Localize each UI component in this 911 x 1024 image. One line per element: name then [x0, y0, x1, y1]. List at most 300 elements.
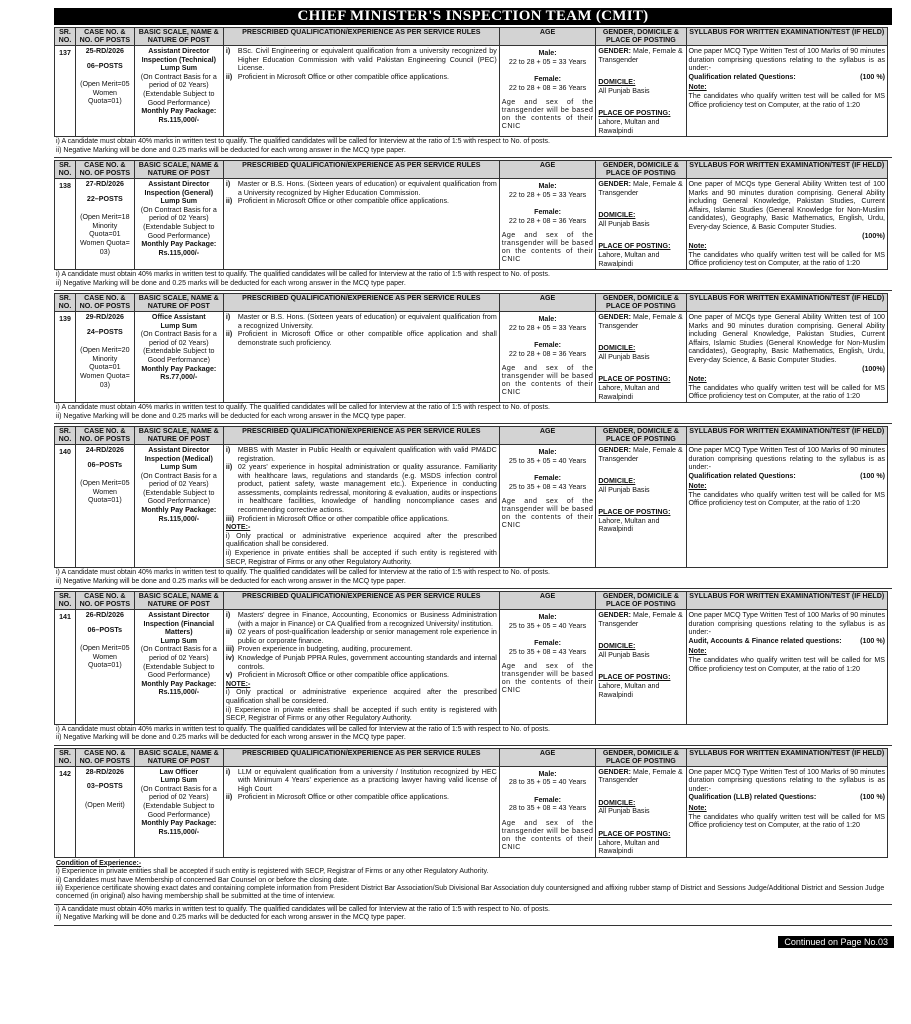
quota-info: (Open Merit=05 Women Quota=01)	[80, 644, 130, 670]
column-header: PRESCRIBED QUALIFICATION/EXPERIENCE AS PER SERVICE RULES	[223, 293, 499, 311]
qualification-item	[226, 313, 497, 330]
pay-amount: Rs.115,000/-	[158, 827, 200, 836]
item-number: iii)	[225, 645, 235, 654]
female-age: 22 to 28 + 08 = 36 Years	[508, 216, 587, 225]
spacer	[598, 361, 683, 375]
item-number: i)	[225, 445, 231, 454]
qualification-item	[226, 768, 497, 794]
extend-info: (Extendable Subject to Good Performance)	[143, 347, 215, 364]
spacer	[598, 628, 683, 642]
case-cell	[75, 178, 134, 269]
qualification-cell	[223, 444, 499, 567]
item-number: ii)	[225, 463, 233, 472]
serial-number: 142	[55, 766, 76, 857]
syllabus-weight	[689, 232, 885, 241]
job-list	[54, 27, 892, 858]
qualification-cell	[223, 311, 499, 402]
column-header: BASIC SCALE, NAME & NATURE OF POST	[134, 28, 223, 46]
spacer	[598, 659, 683, 673]
note-line: i) A candidate must obtain 40% marks in written test to qualify. The qualified candidates will be called for Interview at the ratio of 1:5 with respect to No. of posts.	[56, 725, 550, 733]
domicile-value: All Punjab Basis	[598, 650, 650, 659]
post-cell	[134, 46, 223, 137]
case-number: 27-RD/2026	[85, 179, 124, 188]
item-text: Proficient in Microsoft Office or other compatible office applications.	[237, 514, 449, 523]
domicile-value: All Punjab Basis	[598, 86, 650, 95]
female-label: Female:	[534, 75, 561, 84]
domicile-value: All Punjab Basis	[598, 352, 650, 361]
qualify-note: The candidates who qualify written test will be called for MS Office proficiency test on Computer, at the ratio of 1:20	[688, 490, 885, 508]
column-header: CASE NO. & NO. OF POSTS	[75, 28, 134, 46]
syllabus-cell	[686, 610, 887, 725]
job-row	[55, 311, 888, 402]
contract-info: (On Contract Basis for a period of 02 Years)	[140, 784, 217, 802]
column-header: SR. NO.	[55, 293, 76, 311]
note-item: ii) Experience in private entities shall be accepted if such entity is registered with SECP, Registrar of Firms or any other Regulatory Authority.	[225, 705, 497, 723]
female-age: 25 to 35 + 08 = 43 Years	[508, 482, 587, 491]
note-item: i) Only practical or administrative experience acquired after the prescribed qualification shall be considered.	[225, 531, 497, 549]
item-text: LLM or equivalent qualification from a university / Institution recognized by HEC with Minimum 4 Years' experience as a practicing lawyer having valid license of High Court	[237, 767, 497, 793]
item-number: i)	[225, 312, 231, 321]
pay-amount: Rs.77,000/-	[160, 373, 198, 382]
female-age: 28 to 35 + 08 = 43 Years	[508, 804, 587, 813]
gender-cell	[596, 610, 686, 725]
column-header: BASIC SCALE, NAME & NATURE OF POST	[134, 293, 223, 311]
gender-line	[598, 180, 683, 197]
syllabus-percent: (100%)	[862, 231, 885, 240]
case-cell	[75, 766, 134, 857]
final-notes	[54, 904, 892, 926]
qualification-item	[226, 330, 497, 347]
pay-amount: Rs.115,000/-	[158, 688, 200, 697]
syllabus-weight	[689, 472, 885, 481]
male-age: 25 to 35 + 05 = 40 Years	[508, 621, 587, 630]
spacer	[598, 197, 683, 211]
post-count: 06–POSTS	[86, 61, 123, 70]
pay-label: Monthly Pay Package:	[141, 679, 217, 688]
column-header: BASIC SCALE, NAME & NATURE OF POST	[134, 592, 223, 610]
spacer	[598, 330, 683, 344]
post-name: Assistant Director Inspection (Financial Matters)	[143, 611, 215, 637]
qualification-cell	[223, 766, 499, 857]
column-header: PRESCRIBED QUALIFICATION/EXPERIENCE AS PER SERVICE RULES	[223, 748, 499, 766]
spacer	[502, 66, 594, 73]
domicile-value: All Punjab Basis	[598, 807, 650, 816]
transgender-note: Age and sex of the transgender will be based on the contents of their CNIC	[501, 497, 594, 530]
male-label: Male:	[538, 613, 557, 622]
contract-info: (On Contract Basis for a period of 02 Years)	[140, 645, 217, 662]
header-row	[55, 160, 888, 178]
note-line: ii) Negative Marking will be done and 0.25 marks will be deducted for each wrong answer in the MCQ type paper.	[56, 279, 406, 287]
job-row	[55, 610, 888, 725]
item-text: 02 years of post-qualification leadership or senior management role experience in public or corporate finance.	[237, 628, 497, 645]
condition-item: ii) Candidates must have Membership of concerned Bar Counsel on or before the closing date.	[56, 876, 349, 884]
spacer	[502, 630, 594, 637]
column-header: AGE	[499, 748, 596, 766]
qualification-item	[226, 73, 497, 82]
posting-label: PLACE OF POSTING:	[598, 375, 671, 384]
female-age: 22 to 28 + 08 = 36 Years	[508, 83, 587, 92]
gender-label: GENDER:	[598, 179, 632, 188]
qualification-item	[226, 47, 497, 73]
column-header: GENDER, DOMICILE & PLACE OF POSTING	[596, 160, 686, 178]
continued-footer: Continued on Page No.03	[778, 936, 894, 948]
gender-label: GENDER:	[598, 445, 632, 454]
male-label: Male:	[538, 314, 557, 323]
gender-cell	[596, 444, 686, 567]
syllabus-cell	[686, 178, 887, 269]
column-header: SR. NO.	[55, 592, 76, 610]
note-line: i) A candidate must obtain 40% marks in written test to qualify. The qualified candidates will be called for Interview at the ratio of 1:5 with respect to No. of posts.	[56, 271, 550, 279]
note-item: i) Only practical or administrative experience acquired after the prescribed qualification shall be considered.	[225, 688, 497, 705]
note-item: ii) Experience in private entities shall be accepted if such entity is registered with SECP, Registrar of Firms or any other Regulatory Authority.	[225, 549, 497, 566]
gender-value: Male, Female & Transgender	[598, 445, 683, 463]
quota-info: (Open Merit=05 Women Quota=01)	[80, 479, 130, 505]
qualification-item	[226, 180, 497, 197]
note-label: Note:	[688, 647, 707, 656]
domicile-label: DOMICILE:	[598, 642, 636, 651]
qualify-note: The candidates who qualify written test will be called for MS Office proficiency test on Computer, at the ratio of 1:20	[688, 250, 885, 268]
case-number: 25-RD/2026	[85, 47, 124, 55]
domicile-label: DOMICILE:	[598, 78, 636, 87]
syllabus-subject: Qualification related Questions:	[688, 72, 796, 81]
domicile-value: All Punjab Basis	[598, 485, 650, 494]
post-name: Law Officer	[159, 767, 199, 776]
post-count: 24–POSTS	[86, 327, 123, 336]
note-line: ii) Negative Marking will be done and 0.25 marks will be deducted for each wrong answer in the MCQ type paper.	[56, 734, 406, 742]
extend-info: (Extendable Subject to Good Performance)	[143, 662, 215, 680]
item-text: 02 years' experience in hospital administration or quality assurance. Familiarity with healthcare laws, regulations and standards (e.g. MSDS infection control product, patient safety, waste management etc.). Experience in conducting assessments, complaints redressal, monitoring & evaluation, audits or inspections in healthcare facilities, knowledge of handling noncompliance cases and recommending corrective actions.	[237, 463, 497, 515]
column-header: GENDER, DOMICILE & PLACE OF POSTING	[596, 28, 686, 46]
column-header: GENDER, DOMICILE & PLACE OF POSTING	[596, 293, 686, 311]
case-number: 28-RD/2026	[85, 767, 124, 776]
qualify-note: The candidates who qualify written test will be called for MS Office proficiency test on Computer, at the ratio of 1:20	[688, 656, 885, 673]
case-cell	[75, 311, 134, 402]
syllabus-cell	[686, 766, 887, 857]
gender-label: GENDER:	[598, 47, 632, 55]
post-name: Assistant Director Inspection (Technical)	[141, 47, 216, 64]
age-cell	[499, 311, 596, 402]
note-label: NOTE:-	[225, 679, 251, 688]
female-label: Female:	[534, 341, 561, 350]
quota-info: (Open Merit=05 Women Quota=01)	[80, 80, 130, 106]
pay-type: Lump Sum	[160, 776, 198, 785]
post-count: 03–POSTS	[86, 782, 123, 791]
domicile-label: DOMICILE:	[598, 211, 636, 220]
syllabus-text: One paper of MCQs type General Ability Written test of 100 Marks and 90 minutes duration comprising. General Ability including General Knowledge, Pakistan Studies, Current Affairs, Islamic Studies (General Knowledge for Non-Muslim candidates), Geography, Basic Mathematics, English, Urdu, Every-day Science, & Basic Computer Studies.	[688, 312, 885, 364]
pay-amount: Rs.115,000/-	[158, 115, 200, 124]
item-text: Knowledge of Punjab PPRA Rules, government accounting standards and internal controls.	[237, 654, 497, 671]
pay-type: Lump Sum	[160, 321, 198, 330]
posting-label: PLACE OF POSTING:	[598, 242, 671, 251]
post-name: Office Assistant	[151, 312, 206, 321]
column-header: BASIC SCALE, NAME & NATURE OF POST	[134, 426, 223, 444]
gender-value: Male, Female & Transgender	[598, 47, 683, 64]
condition-item: i) Experience in private entities shall be accepted if such entity is registered with SECP, Registrar of Firms or any other Regulatory Authority.	[56, 868, 489, 876]
header-row	[55, 28, 888, 46]
note-line: i) A candidate must obtain 40% marks in written test to qualify. The qualified candidates will be called for Interview at the ratio of 1:5 with respect to No. of posts.	[56, 569, 550, 577]
note-line: ii) Negative Marking will be done and 0.25 marks will be deducted for each wrong answer in the MCQ type paper.	[56, 146, 406, 154]
column-header: AGE	[499, 592, 596, 610]
syllabus-cell	[686, 311, 887, 402]
syllabus-text: One paper of MCQs type General Ability Written test of 100 Marks and 90 minutes duration comprising. General Ability including General Knowledge, Pakistan Studies, Current Affairs, Islamic Studies (General Knowledge for Non-Muslim candidates), Geography, Basic Mathematics, English, Urdu, Every-day Science, & Basic Computer Studies.	[688, 179, 885, 231]
job-notes	[54, 137, 892, 158]
note-label: Note:	[688, 242, 707, 251]
age-cell	[499, 46, 596, 137]
job-notes	[54, 403, 892, 424]
item-number: v)	[225, 671, 233, 680]
male-label: Male:	[538, 181, 557, 190]
item-number: i)	[225, 179, 231, 188]
male-age: 22 to 28 + 05 = 33 Years	[508, 190, 587, 199]
job-table	[54, 748, 888, 858]
posting-label: PLACE OF POSTING:	[598, 508, 671, 517]
female-age: 22 to 28 + 08 = 36 Years	[508, 349, 587, 358]
syllabus-weight	[689, 793, 885, 802]
spacer	[502, 199, 594, 206]
item-text: Master or B.S. Hons. (Sixteen years of education) or equivalent qualification from a recognized University.	[237, 312, 497, 330]
job-notes	[54, 270, 892, 291]
spacer	[598, 463, 683, 477]
post-cell	[134, 610, 223, 725]
case-cell	[75, 610, 134, 725]
qualification-cell	[223, 178, 499, 269]
post-count: 06–POSTs	[87, 625, 123, 634]
condition-item: iii) Experience certificate showing exact dates and containing complete information from President District Bar Association/Sub Divisional Bar Association duly countersigned and affixing rubber stamp of District and Sessions Judge/Additional District and Session Judge concerned (in original) also having membership shall be submitted at the time of interview.	[56, 884, 885, 901]
job-row	[55, 46, 888, 137]
spacer	[598, 228, 683, 242]
post-cell	[134, 178, 223, 269]
job-table	[54, 426, 888, 568]
column-header: CASE NO. & NO. OF POSTS	[75, 592, 134, 610]
column-header: SYLLABUS FOR WRITTEN EXAMINATION/TEST (IF HELD)	[686, 426, 887, 444]
note-line: i) A candidate must obtain 40% marks in written test to qualify. The qualified candidates will be called for Interview at the ratio of 1:5 with respect to No. of posts.	[56, 905, 550, 913]
job-table	[54, 160, 888, 270]
qualification-cell	[223, 610, 499, 725]
syllabus-text: One paper MCQ Type Written Test of 100 Marks of 90 minutes duration comprising questions relating to the syllabus is as under:-	[688, 767, 885, 793]
column-header: AGE	[499, 160, 596, 178]
spacer	[598, 95, 683, 109]
item-text: Proficient in Microsoft Office or other compatible office applications.	[237, 671, 449, 680]
column-header: BASIC SCALE, NAME & NATURE OF POST	[134, 748, 223, 766]
case-number: 26-RD/2026	[85, 611, 124, 620]
syllabus-cell	[686, 444, 887, 567]
gender-label: GENDER:	[598, 611, 632, 620]
gender-cell	[596, 766, 686, 857]
column-header: SYLLABUS FOR WRITTEN EXAMINATION/TEST (IF HELD)	[686, 293, 887, 311]
posting-label: PLACE OF POSTING:	[598, 673, 671, 682]
header-row	[55, 748, 888, 766]
domicile-label: DOMICILE:	[598, 477, 636, 486]
job-table	[54, 293, 888, 403]
qualify-note: The candidates who qualify written test will be called for MS Office proficiency test on Computer, at the ratio of 1:20	[688, 383, 885, 401]
pay-label: Monthly Pay Package:	[141, 364, 217, 373]
pay-label: Monthly Pay Package:	[141, 819, 217, 828]
gender-value: Male, Female & Transgender	[598, 312, 683, 330]
contract-info: (On Contract Basis for a period of 02 Years)	[140, 72, 217, 90]
pay-label: Monthly Pay Package:	[141, 240, 217, 249]
age-cell	[499, 444, 596, 567]
note-line: ii) Negative Marking will be done and 0.25 marks will be deducted for each wrong answer in the MCQ type paper.	[56, 577, 406, 585]
column-header: CASE NO. & NO. OF POSTS	[75, 293, 134, 311]
male-label: Male:	[538, 49, 557, 57]
item-text: Proficient in Microsoft Office or other compatible office applications.	[237, 197, 449, 206]
case-cell	[75, 444, 134, 567]
qualification-item	[226, 628, 497, 645]
note-label: Note:	[688, 482, 707, 491]
column-header: SR. NO.	[55, 160, 76, 178]
serial-number: 138	[55, 178, 76, 269]
note-label: Note:	[688, 803, 707, 812]
contract-info: (On Contract Basis for a period of 02 Years)	[140, 330, 217, 347]
quota-info: (Open Merit)	[84, 800, 125, 809]
extend-info: (Extendable Subject to Good Performance)	[143, 488, 215, 506]
item-text: Proficient in Microsoft Office or other compatible office applications.	[237, 793, 449, 802]
syllabus-text: One paper MCQ Type Written Test of 100 Marks of 90 minutes duration comprising questions relating to the syllabus is as under:-	[688, 445, 885, 472]
extend-info: (Extendable Subject to Good Performance)	[143, 89, 215, 107]
syllabus-text: One paper MCQ Type Written Test of 100 Marks of 90 minutes duration comprising questions relating to the syllabus is as under:-	[688, 611, 885, 637]
transgender-note: Age and sex of the transgender will be based on the contents of their CNIC	[501, 818, 594, 851]
item-text: Proficient in Microsoft Office or other compatible office application and shall demonstrate such proficiency.	[237, 330, 497, 347]
serial-number: 140	[55, 444, 76, 567]
gender-line	[598, 446, 683, 463]
column-header: GENDER, DOMICILE & PLACE OF POSTING	[596, 748, 686, 766]
gender-line	[598, 313, 683, 330]
female-age: 25 to 35 + 08 = 43 Years	[508, 647, 587, 656]
item-number: ii)	[225, 72, 233, 81]
age-cell	[499, 178, 596, 269]
quota-info: (Open Merit=20 Minority Quota=01 Women Quota= 03)	[79, 346, 130, 389]
spacer	[502, 787, 594, 794]
post-cell	[134, 766, 223, 857]
job-notes	[54, 725, 892, 746]
qualification-item	[226, 197, 497, 206]
posting-value: Lahore, Multan and Rawalpindi	[598, 516, 660, 534]
case-number: 24-RD/2026	[85, 445, 124, 454]
job-table	[54, 27, 888, 137]
qualification-item	[226, 463, 497, 515]
qualification-cell	[223, 46, 499, 137]
qualification-item	[226, 654, 497, 671]
job-notes	[54, 568, 892, 589]
gender-line	[598, 47, 683, 64]
item-text: BSc. Civil Engineering or equivalent qualification from a university recognized by Higher Education Commission with valid Pakistan Engineering Council (PEC) License.	[237, 47, 497, 73]
extend-info: (Extendable Subject to Good Performance)	[143, 222, 215, 240]
column-header: SR. NO.	[55, 28, 76, 46]
case-number: 29-RD/2026	[85, 312, 124, 321]
post-count: 22–POSTS	[86, 194, 123, 203]
posting-label: PLACE OF POSTING:	[598, 829, 671, 838]
male-age: 22 to 28 + 05 = 33 Years	[508, 57, 587, 66]
serial-number: 139	[55, 311, 76, 402]
male-age: 25 to 35 + 05 = 40 Years	[508, 456, 587, 465]
item-text: Masters' degree in Finance, Accounting, Economics or Business Administration (with a major in Finance) or CA Qualified from a recognized University/ institution.	[237, 611, 497, 628]
job-row	[55, 766, 888, 857]
posting-value: Lahore, Multan and Rawalpindi	[598, 682, 660, 699]
gender-line	[598, 611, 683, 628]
domicile-label: DOMICILE:	[598, 344, 636, 353]
item-number: i)	[225, 611, 231, 620]
note-line: i) A candidate must obtain 40% marks in written test to qualify. The qualified candidates will be called for Interview at the ratio of 1:5 with respect to No. of posts.	[56, 404, 550, 412]
gender-cell	[596, 311, 686, 402]
item-text: MBBS with Master in Public Health or equivalent qualification with valid PM&DC registration.	[237, 445, 497, 463]
serial-number: 141	[55, 610, 76, 725]
transgender-note: Age and sex of the transgender will be based on the contents of their CNIC	[501, 231, 594, 264]
qualification-item	[226, 446, 497, 463]
syllabus-weight	[689, 637, 885, 646]
column-header: PRESCRIBED QUALIFICATION/EXPERIENCE AS PER SERVICE RULES	[223, 592, 499, 610]
column-header: PRESCRIBED QUALIFICATION/EXPERIENCE AS PER SERVICE RULES	[223, 426, 499, 444]
transgender-note: Age and sex of the transgender will be based on the contents of their CNIC	[501, 364, 594, 397]
domicile-value: All Punjab Basis	[598, 219, 650, 228]
header-row	[55, 426, 888, 444]
item-number: ii)	[225, 793, 233, 802]
column-header: SR. NO.	[55, 426, 76, 444]
gender-label: GENDER:	[598, 312, 632, 321]
gender-value: Male, Female & Transgender	[598, 179, 683, 197]
column-header: GENDER, DOMICILE & PLACE OF POSTING	[596, 426, 686, 444]
qualification-item	[226, 645, 497, 654]
qualification-item	[226, 671, 497, 680]
gender-label: GENDER:	[598, 767, 632, 776]
note-label: Note:	[688, 83, 707, 92]
column-header: SYLLABUS FOR WRITTEN EXAMINATION/TEST (IF HELD)	[686, 592, 887, 610]
column-header: SYLLABUS FOR WRITTEN EXAMINATION/TEST (IF HELD)	[686, 28, 887, 46]
post-name: Assistant Director Inspection (General)	[144, 179, 214, 197]
note-line: i) A candidate must obtain 40% marks in written test to qualify. The qualified candidates will be called for Interview at the ratio of 1:5 with respect to No. of posts.	[56, 138, 550, 146]
job-row	[55, 178, 888, 269]
male-label: Male:	[538, 447, 557, 456]
column-header: BASIC SCALE, NAME & NATURE OF POST	[134, 160, 223, 178]
item-text: Master or B.S. Hons. (Sixteen years of education) or equivalent qualification from a University recognized by Higher Education Commission.	[237, 179, 497, 197]
column-header: GENDER, DOMICILE & PLACE OF POSTING	[596, 592, 686, 610]
male-age: 28 to 35 + 05 = 40 Years	[508, 778, 587, 787]
qualification-item	[226, 611, 497, 628]
extend-info: (Extendable Subject to Good Performance)	[143, 801, 215, 819]
female-label: Female:	[534, 208, 561, 217]
quota-info: (Open Merit=18 Minority Quota=01 Women Quota= 03)	[79, 213, 130, 256]
pay-type: Lump Sum	[160, 636, 198, 645]
qualify-note: The candidates who qualify written test will be called for MS Office proficiency test on Computer, at the ratio of 1:20	[688, 812, 885, 830]
pay-amount: Rs.115,000/-	[158, 248, 200, 257]
item-number: iii)	[225, 514, 235, 523]
female-label: Female:	[534, 474, 561, 483]
pay-type: Lump Sum	[160, 197, 198, 206]
condition-of-experience	[54, 858, 892, 904]
syllabus-weight	[689, 365, 885, 374]
transgender-note: Age and sex of the transgender will be based on the contents of their CNIC	[501, 662, 594, 695]
gender-line	[598, 768, 683, 785]
qualification-item	[226, 793, 497, 802]
item-number: iv)	[225, 654, 235, 662]
age-cell	[499, 610, 596, 725]
column-header: SYLLABUS FOR WRITTEN EXAMINATION/TEST (IF HELD)	[686, 748, 887, 766]
note-line: ii) Negative Marking will be done and 0.25 marks will be deducted for each wrong answer in the MCQ type paper.	[56, 914, 406, 922]
item-number: i)	[225, 767, 231, 776]
spacer	[598, 816, 683, 830]
spacer	[598, 64, 683, 78]
posting-value: Lahore, Multan and Rawalpindi	[598, 250, 660, 268]
pay-amount: Rs.115,000/-	[158, 514, 200, 523]
pay-type: Lump Sum	[160, 64, 198, 73]
transgender-note: Age and sex of the transgender will be based on the contents of their CNIC	[501, 98, 594, 131]
advertisement-page	[54, 0, 892, 947]
post-cell	[134, 444, 223, 567]
column-header: SYLLABUS FOR WRITTEN EXAMINATION/TEST (IF HELD)	[686, 160, 887, 178]
note-line: ii) Negative Marking will be done and 0.25 marks will be deducted for each wrong answer in the MCQ type paper.	[56, 412, 406, 420]
gender-value: Male, Female & Transgender	[598, 767, 683, 785]
syllabus-subject: Qualification related Questions:	[688, 471, 796, 480]
female-label: Female:	[534, 795, 561, 804]
